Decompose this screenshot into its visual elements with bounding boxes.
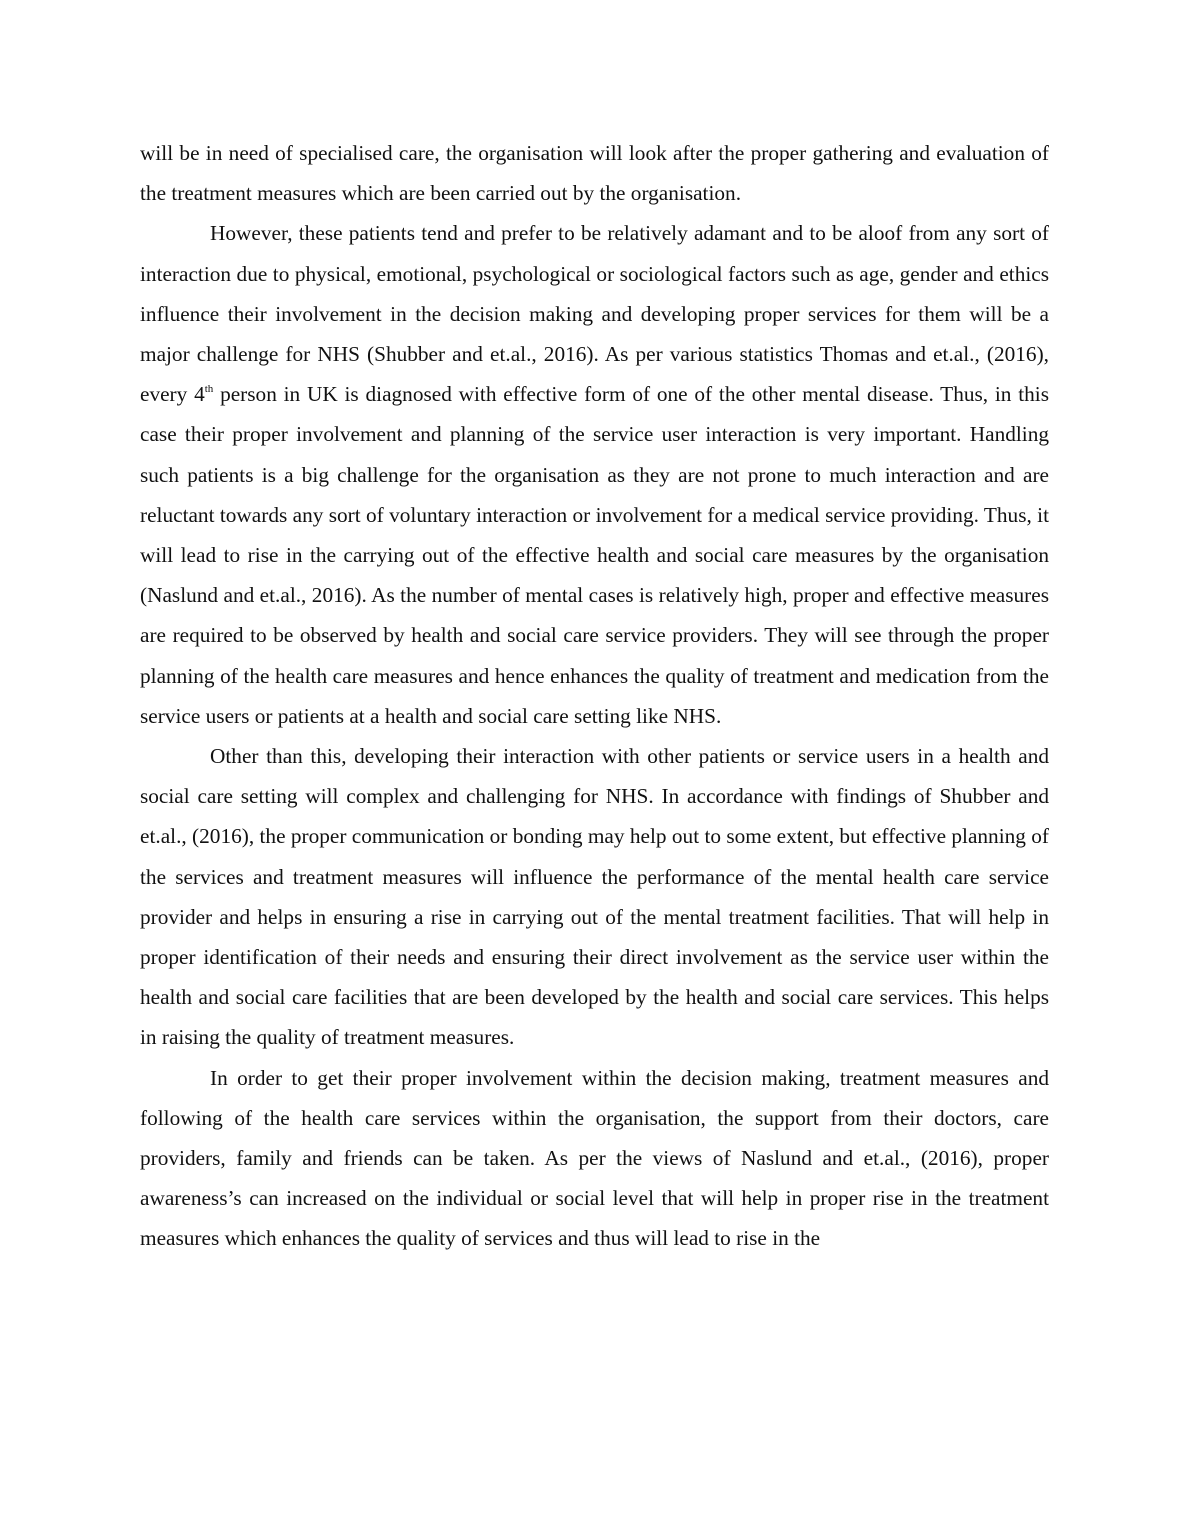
paragraph-continuation: will be in need of specialised care, the organisation will look after the proper gathering and evaluation of the treatment measures which are been carried out by the organisation. (140, 141, 1049, 206)
ordinal-superscript: th (204, 383, 214, 396)
paragraph-text-part-1: However, these patients tend and prefer to be relatively adamant and to be aloof from any sort of interaction due to physical, emotional, psychological or sociological factors such as age, gender and ethics influence their involvement in the decision making and developing proper services for them will be a major challenge for NHS (Shubber and et.al., 2016). As per various statistics Thomas and et.al., (2016), every 4 (140, 221, 1049, 407)
paragraph-interaction-challenges: Other than this, developing their interaction with other patients or service users in a health and social care setting will complex and challenging for NHS. In accordance with findings of Shubber and et.al., (2016), the proper communication or bonding may help out to some extent, but effective planning of the services and treatment measures will influence the performance of the mental health care service provider and helps in ensuring a rise in carrying out of the mental treatment facilities. That will help in proper identification of their needs and ensuring their direct involvement as the service user within the health and social care facilities that are been developed by the health and social care services. This helps in raising the quality of treatment measures. (140, 744, 1049, 1050)
paragraph-support-involvement: In order to get their proper involvement within the decision making, treatment measures and following of the health care services within the organisation, the support from their doctors, care providers, family and friends can be taken. As per the views of Naslund and et.al., (2016), proper awareness’s can increased on the individual or social level that will help in proper rise in the treatment measures which enhances the quality of services and thus will lead to rise in the (140, 1065, 1049, 1251)
paragraph-patient-involvement (140, 213, 1049, 736)
document-page (140, 133, 1049, 1259)
paragraph-text-part-2: person in UK is diagnosed with effective form of one of the other mental disease. Thus, in this case their proper involvement and planning of the service user interaction is very important. Handling such patients is a big challenge for the organisation as they are not prone to much interaction and are reluctant towards any sort of voluntary interaction or involvement for a medical service providing. Thus, it will lead to rise in the carrying out of the effective health and social care measures by the organisation (Naslund and et.al., 2016). As the number of mental cases is relatively high, proper and effective measures are required to be observed by health and social care service providers. They will see through the proper planning of the health care measures and hence enhances the quality of treatment and medication from the service users or patients at a health and social care setting like NHS. (140, 382, 1049, 728)
